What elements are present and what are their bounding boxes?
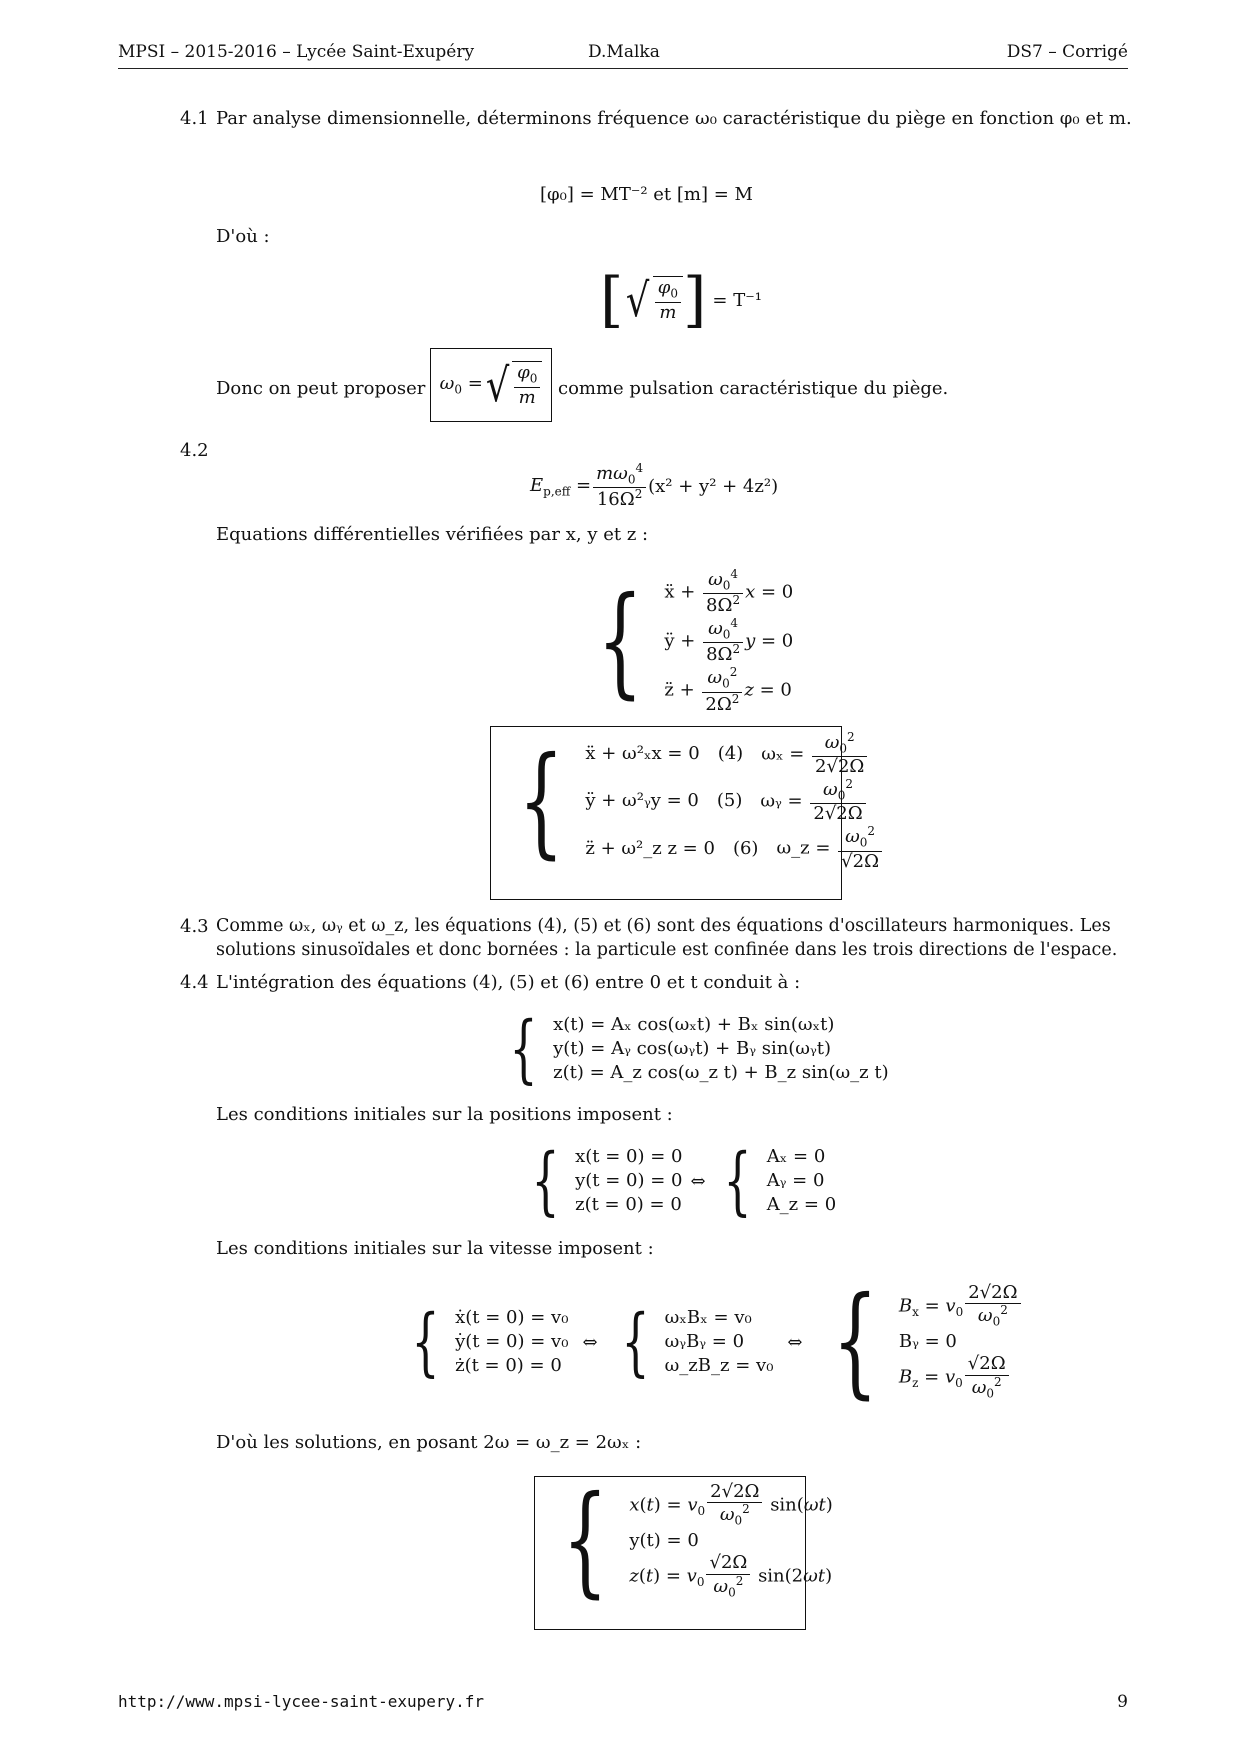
q41-intro: Par analyse dimensionnelle, déterminons fréquence ω₀ caractéristique du piège en fonction φ₀ et m. [216, 108, 1132, 129]
q43-line2: solutions sinusoïdales et donc bornées : la particule est confinée dans les trois directions de l'espace. [216, 940, 1118, 960]
q42-number: 4.2 [180, 440, 209, 461]
q41-sqrt-equation: [ √ $\frac{\varphi_0}{m}$ ] = T⁻¹ [600, 265, 762, 335]
q44-boxed-solution: { $x(t) = v_0$ $\frac{2√2\Omega}{\omega_0^2}$ sin(ωt) y(t) = 0 $z(t) = v_0$ $\frac{√2\Omega}{\omega_0^2}$ sin(2ωt) [534, 1476, 806, 1630]
q41-dimension-equation: [φ₀] = MT⁻² et [m] = M [540, 184, 753, 205]
q44-intro: L'intégration des équations (4), (5) et (6) entre 0 et t conduit à : [216, 972, 801, 993]
q42-boxed-system: { ẍ + ω²ₓx = 0 (4) ωₓ = $\frac{\omega_0^2}{2√2\Omega}$ ÿ + ω²ᵧy = 0 (5) ωᵧ = $\frac{\omega_0^2}{2√2\Omega}$ z̈ + ω²_z z = 0 (6) ω_z = $\frac{\omega_0^2}{√2\Omega}$ [490, 726, 842, 900]
q44-general-solution: { x(t) = Aₓ cos(ωₓt) + Bₓ sin(ωₓt) y(t) = Aᵧ cos(ωᵧt) + Bᵧ sin(ωᵧt) z(t) = A_z cos(ω_z t) + B_z sin(ω_z t) [509, 1006, 889, 1092]
q41-propose-after: comme pulsation caractéristique du piège. [558, 378, 949, 399]
header-author: D.Malka [588, 42, 660, 62]
q44-pos-conditions: { x(t = 0) = 0 y(t = 0) = 0 z(t = 0) = 0 ⇔ { Aₓ = 0 Aᵧ = 0 A_z = 0 [531, 1138, 837, 1224]
q43-number: 4.3 [180, 916, 209, 937]
q44-pos-intro: Les conditions initiales sur la positions imposent : [216, 1104, 673, 1125]
q41-boxed-omega: $\omega_0$ = √ $\frac{\varphi_0}{m}$ [430, 348, 552, 422]
q42-potential-energy: $E_{p,eff}$ = $\frac{m\omega_0^4}{16\Omega^2}$ (x² + y² + 4z²) [530, 461, 779, 511]
q44-sol-intro: D'où les solutions, en posant 2ω = ω_z = 2ωₓ : [216, 1432, 642, 1453]
header-left: MPSI – 2015-2016 – Lycée Saint-Exupéry [118, 42, 475, 62]
q41-number: 4.1 [180, 108, 209, 129]
q42-diff-system: { ẍ + $\frac{\omega_0^4}{8\Omega^2}$ x = 0 ÿ + $\frac{\omega_0^4}{8\Omega^2}$ y = 0 z̈ + $\frac{\omega_0^2}{2\Omega^2}$ z = 0 [597, 567, 794, 715]
q41-sqrt-rhs: = T⁻¹ [712, 289, 762, 311]
header-right: DS7 – Corrigé [1006, 42, 1128, 62]
page-number: 9 [1117, 1692, 1128, 1712]
q43-line1: Comme ωₓ, ωᵧ et ω_z, les équations (4), (5) et (6) sont des équations d'oscillateurs harmoniques. Les [216, 916, 1111, 936]
q44-number: 4.4 [180, 972, 209, 993]
q42-diff-intro: Equations différentielles vérifiées par x, y et z : [216, 524, 649, 545]
page-header [118, 42, 1128, 69]
q41-propose-before: Donc on peut proposer [216, 378, 426, 399]
q44-vit-conditions: { ẋ(t = 0) = v₀ ẏ(t = 0) = v₀ ż(t = 0) = 0 ⇔ { ωₓBₓ = v₀ ωᵧBᵧ = 0 ω_zB_z = v₀ ⇔ { $B_x = v_0$ $\frac{2√2\Omega}{\omega_0^2}$ Bᵧ = 0 $B_z = v_0$ $\frac{√2\Omega}{\omega_0^2}$ [402, 1282, 1023, 1402]
q44-vit-intro: Les conditions initiales sur la vitesse imposent : [216, 1238, 654, 1259]
q41-dou: D'où : [216, 226, 270, 247]
page-footer [118, 1692, 1128, 1712]
footer-url[interactable]: http://www.mpsi-lycee-saint-exupery.fr [118, 1692, 485, 1711]
